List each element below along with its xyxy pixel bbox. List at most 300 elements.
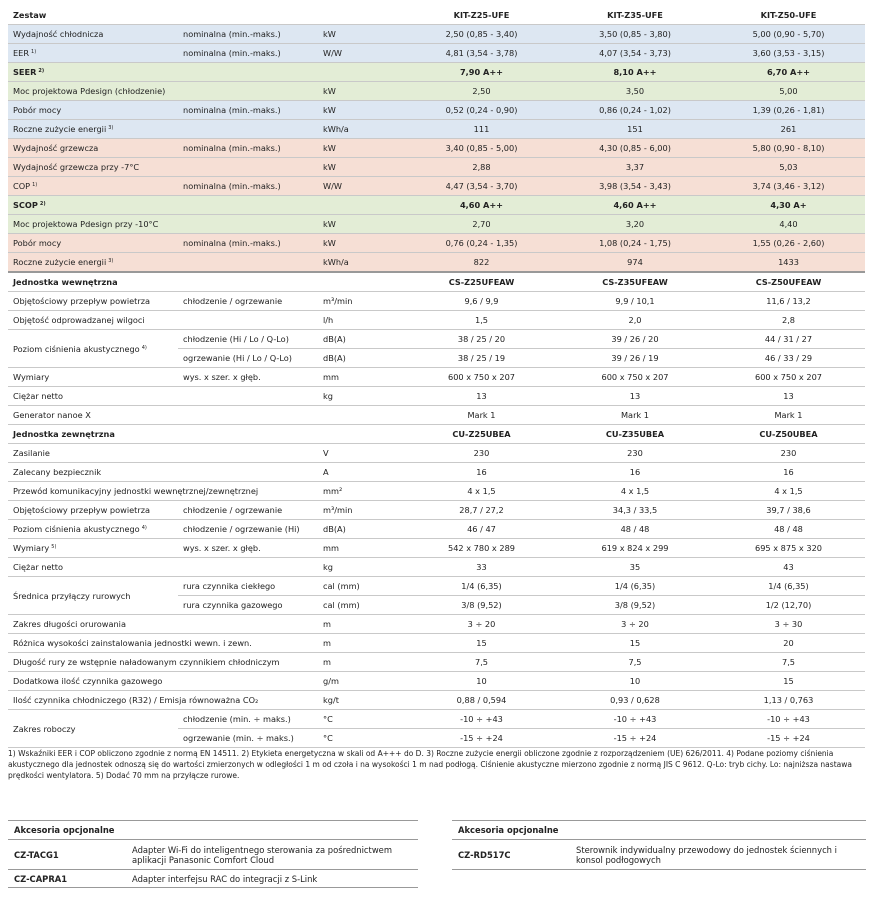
row-unit: kg (318, 387, 405, 406)
value-cell: 10 (558, 672, 712, 691)
value-cell: 13 (712, 387, 865, 406)
table-row (8, 139, 865, 158)
row-label (8, 120, 178, 139)
row-unit (318, 196, 405, 215)
value-cell: 13 (405, 387, 558, 406)
footnote-ref: 5) (51, 544, 57, 550)
value-cell: CU-Z50UBEA (712, 425, 865, 444)
row-label-text: Zalecany bezpiecznik (13, 467, 102, 477)
row-condition: nominalna (min.-maks.) (178, 101, 318, 120)
row-label (8, 139, 178, 158)
accessories-title: Akcesoria opcjonalne (452, 821, 866, 840)
value-cell: 39,7 / 38,6 (712, 501, 865, 520)
table-row (8, 234, 865, 253)
accessories-left (8, 820, 418, 888)
value-cell: 2,0 (558, 311, 712, 330)
value-cell: 4 x 1,5 (712, 482, 865, 501)
row-label (8, 539, 178, 558)
row-label-text: Zakres długości orurowania (13, 619, 126, 629)
row-label-text: SCOP (13, 200, 38, 210)
row-unit: kW (318, 101, 405, 120)
row-label-text: Średnica przyłączy rurowych (13, 590, 131, 601)
row-condition: rura czynnika gazowego (178, 596, 318, 615)
row-label (8, 558, 178, 577)
value-cell: -15 ÷ +24 (405, 729, 558, 748)
row-label (8, 615, 178, 634)
row-label-text: Objętość odprowadzanej wilgoci (13, 315, 145, 325)
row-condition (178, 425, 318, 444)
row-unit: mm (318, 368, 405, 387)
table-row (8, 272, 865, 292)
table-row (8, 330, 865, 349)
row-unit: kW (318, 139, 405, 158)
value-cell: 3 ÷ 30 (712, 615, 865, 634)
value-cell: 48 / 48 (558, 520, 712, 539)
row-unit: dB(A) (318, 520, 405, 539)
row-unit: kW (318, 215, 405, 234)
row-condition: rura czynnika ciekłego (178, 577, 318, 596)
row-condition: ogrzewanie (Hi / Lo / Q-Lo) (178, 349, 318, 368)
accessory-code: CZ-RD517C (452, 840, 570, 870)
value-cell: 0,86 (0,24 - 1,02) (558, 101, 712, 120)
footnote-ref: 2) (38, 68, 45, 74)
accessory-description: Sterownik indywidualny przewodowy do jednostek ściennych i konsol podłogowych (570, 840, 866, 870)
row-label (8, 253, 178, 273)
value-cell: 11,6 / 13,2 (712, 292, 865, 311)
table-row (8, 539, 865, 558)
value-cell: 43 (712, 558, 865, 577)
row-unit (318, 6, 405, 25)
value-cell: 619 x 824 x 299 (558, 539, 712, 558)
row-label-text: Jednostka wewnętrzna (13, 277, 118, 287)
row-label (8, 6, 178, 25)
value-cell: 16 (405, 463, 558, 482)
table-row (8, 444, 865, 463)
table-row (8, 425, 865, 444)
row-label-text: Wymiary (13, 372, 50, 382)
row-label-text: Zasilanie (13, 448, 50, 458)
value-cell: 822 (405, 253, 558, 273)
row-label-text: Dodatkowa ilość czynnika gazowego (13, 676, 163, 686)
value-cell: 15 (558, 634, 712, 653)
row-condition (178, 120, 318, 139)
value-cell: 46 / 47 (405, 520, 558, 539)
value-cell: 1/4 (6,35) (405, 577, 558, 596)
row-condition (178, 387, 318, 406)
value-cell: 1/4 (6,35) (712, 577, 865, 596)
row-unit: m (318, 615, 405, 634)
value-cell: 1,55 (0,26 - 2,60) (712, 234, 865, 253)
value-cell: 3,74 (3,46 - 3,12) (712, 177, 865, 196)
value-cell: 3 ÷ 20 (558, 615, 712, 634)
value-cell: 38 / 25 / 20 (405, 330, 558, 349)
row-label-text: Przewód komunikacyjny jednostki wewnętrznej/zewnętrznej (13, 486, 259, 496)
accessory-code: CZ-CAPRA1 (8, 870, 126, 888)
value-cell: CU-Z25UBEA (405, 425, 558, 444)
table-row (8, 615, 865, 634)
table-row (8, 672, 865, 691)
row-label-text: Ilość czynnika chłodniczego (R32) / Emisja równoważna CO₂ (13, 695, 259, 705)
table-row (8, 25, 865, 44)
row-unit: kW (318, 158, 405, 177)
row-unit: m (318, 634, 405, 653)
table-row (8, 44, 865, 63)
row-condition (178, 63, 318, 82)
value-cell: 46 / 33 / 29 (712, 349, 865, 368)
table-row (8, 368, 865, 387)
row-condition (178, 463, 318, 482)
value-cell: Mark 1 (712, 406, 865, 425)
table-row (8, 311, 865, 330)
row-unit: kg/t (318, 691, 405, 710)
value-cell: 44 / 31 / 27 (712, 330, 865, 349)
footnote-ref: 1) (32, 182, 38, 188)
value-cell: 16 (712, 463, 865, 482)
value-cell: 2,70 (405, 215, 558, 234)
value-cell: 2,88 (405, 158, 558, 177)
row-label (8, 482, 318, 501)
row-label-text: Roczne zużycie energii (13, 257, 107, 267)
row-label-text: Pobór mocy (13, 105, 62, 115)
row-condition: ogrzewanie (min. ÷ maks.) (178, 729, 318, 748)
row-label (8, 292, 178, 311)
table-row (8, 196, 865, 215)
row-unit: dB(A) (318, 349, 405, 368)
accessories-title: Akcesoria opcjonalne (8, 821, 418, 840)
value-cell: 1/4 (6,35) (558, 577, 712, 596)
row-label (8, 177, 178, 196)
row-condition: wys. x szer. x głęb. (178, 539, 318, 558)
row-label-text: Moc projektowa Pdesign (chłodzenie) (13, 86, 166, 96)
row-condition: nominalna (min.-maks.) (178, 25, 318, 44)
value-cell: 695 x 875 x 320 (712, 539, 865, 558)
row-label (8, 25, 178, 44)
value-cell: 7,5 (558, 653, 712, 672)
row-label (8, 368, 178, 387)
row-condition (178, 444, 318, 463)
value-cell: 230 (405, 444, 558, 463)
row-label-text: Zestaw (13, 10, 47, 20)
table-row (8, 577, 865, 596)
row-label-text: Objętościowy przepływ powietrza (13, 505, 151, 515)
row-condition (178, 82, 318, 101)
value-cell: 2,50 (405, 82, 558, 101)
row-label (8, 82, 178, 101)
value-cell: 0,93 / 0,628 (558, 691, 712, 710)
table-row (8, 63, 865, 82)
table-row (8, 82, 865, 101)
value-cell: 0,88 / 0,594 (405, 691, 558, 710)
value-cell: CS-Z35UFEAW (558, 272, 712, 292)
value-cell: KIT-Z25-UFE (405, 6, 558, 25)
value-cell: 15 (712, 672, 865, 691)
value-cell: 0,52 (0,24 - 0,90) (405, 101, 558, 120)
value-cell: 1433 (712, 253, 865, 273)
value-cell: 600 x 750 x 207 (405, 368, 558, 387)
value-cell: 4,60 A++ (558, 196, 712, 215)
row-unit (318, 425, 405, 444)
value-cell: 1,08 (0,24 - 1,75) (558, 234, 712, 253)
row-unit: °C (318, 729, 405, 748)
value-cell: 3 ÷ 20 (405, 615, 558, 634)
row-unit: mm² (318, 482, 405, 501)
row-label-text: SEER (13, 67, 37, 77)
value-cell: 33 (405, 558, 558, 577)
row-unit: dB(A) (318, 330, 405, 349)
row-unit: W/W (318, 44, 405, 63)
value-cell: 35 (558, 558, 712, 577)
table-row (8, 158, 865, 177)
value-cell: 7,5 (712, 653, 865, 672)
value-cell: CS-Z50UFEAW (712, 272, 865, 292)
row-label (8, 234, 178, 253)
row-unit: kWh/a (318, 253, 405, 273)
footnote-ref: 4) (141, 525, 147, 531)
footnote-ref: 3) (108, 258, 114, 264)
row-unit: mm (318, 539, 405, 558)
table-row (8, 406, 865, 425)
row-label (8, 406, 178, 425)
value-cell: 3,40 (0,85 - 5,00) (405, 139, 558, 158)
value-cell: 48 / 48 (712, 520, 865, 539)
value-cell: 5,80 (0,90 - 8,10) (712, 139, 865, 158)
value-cell: 3/8 (9,52) (405, 596, 558, 615)
value-cell: 1,13 / 0,763 (712, 691, 865, 710)
footnotes: 1) Wskaźniki EER i COP obliczono zgodnie z normą EN 14511. 2) Etykieta energetyczna w skali od A+++ do D. 3) Roczne zużycie energii obliczone zgodnie z rozporządzeniem (UE) 626/2011. 4) Podane poziomy ciśnienia akustycznego dla jednostek odnoszą się do wartości zmierzonych w odległości 1 m od czoła i na wysokości 1 m nad podłogą. Ciśnienie akustyczne mierzono zgodnie z normą JIS C 9612. Q-Lo: tryb cichy. Lo: najniższa nastawa prędkości wentylatora. 5) Dodać 70 mm na przyłącze rurowe. (8, 749, 852, 780)
value-cell: 5,03 (712, 158, 865, 177)
row-condition: nominalna (min.-maks.) (178, 234, 318, 253)
row-label (8, 272, 178, 292)
row-label (8, 634, 318, 653)
specification-table (8, 6, 865, 748)
value-cell: 4,81 (3,54 - 3,78) (405, 44, 558, 63)
value-cell: -10 ÷ +43 (405, 710, 558, 729)
table-row (8, 6, 865, 25)
value-cell: 1,5 (405, 311, 558, 330)
row-label-text: Poziom ciśnienia akustycznego (13, 343, 140, 354)
row-label-text: Długość rury ze wstępnie naładowanym czynnikiem chłodniczym (13, 657, 280, 667)
table-row (8, 710, 865, 729)
value-cell: 3,98 (3,54 - 3,43) (558, 177, 712, 196)
row-label-text: Zakres roboczy (13, 723, 76, 734)
row-condition (178, 253, 318, 273)
footnote-ref: 1) (31, 49, 37, 55)
row-label-text: Wydajność grzewcza przy -7°C (13, 162, 140, 172)
value-cell: 1/2 (12,70) (712, 596, 865, 615)
row-label (8, 44, 178, 63)
value-cell: 4,07 (3,54 - 3,73) (558, 44, 712, 63)
value-cell: 3,60 (3,53 - 3,15) (712, 44, 865, 63)
accessory-description: Adapter Wi-Fi do inteligentnego sterowania za pośrednictwem aplikacji Panasonic Comfort Cloud (126, 840, 418, 870)
row-label (8, 501, 178, 520)
row-unit: l/h (318, 311, 405, 330)
value-cell: 3,50 (0,85 - 3,80) (558, 25, 712, 44)
row-label-text: Wymiary (13, 543, 50, 553)
row-unit: cal (mm) (318, 577, 405, 596)
row-condition (178, 615, 318, 634)
row-label (8, 215, 178, 234)
value-cell: CS-Z25UFEAW (405, 272, 558, 292)
value-cell: 3,50 (558, 82, 712, 101)
value-cell: 16 (558, 463, 712, 482)
footnote-ref: 2) (39, 201, 46, 207)
row-label-text: Roczne zużycie energii (13, 124, 107, 134)
row-unit: °C (318, 710, 405, 729)
row-condition (178, 272, 318, 292)
value-cell: 7,90 A++ (405, 63, 558, 82)
value-cell: 4,40 (712, 215, 865, 234)
row-label (8, 158, 178, 177)
value-cell: 39 / 26 / 19 (558, 349, 712, 368)
row-label-text: Jednostka zewnętrzna (13, 429, 115, 439)
row-condition: chłodzenie / ogrzewanie (178, 292, 318, 311)
row-condition (178, 311, 318, 330)
row-unit: g/m (318, 672, 405, 691)
value-cell: 600 x 750 x 207 (712, 368, 865, 387)
row-condition: chłodzenie (Hi / Lo / Q-Lo) (178, 330, 318, 349)
value-cell: 0,76 (0,24 - 1,35) (405, 234, 558, 253)
row-unit: cal (mm) (318, 596, 405, 615)
value-cell: 4,47 (3,54 - 3,70) (405, 177, 558, 196)
value-cell: 9,6 / 9,9 (405, 292, 558, 311)
row-unit: m³/min (318, 501, 405, 520)
row-label (8, 311, 178, 330)
table-row (8, 292, 865, 311)
value-cell: 39 / 26 / 20 (558, 330, 712, 349)
row-label-text: EER (13, 48, 30, 58)
row-label (8, 653, 318, 672)
value-cell: 2,50 (0,85 - 3,40) (405, 25, 558, 44)
value-cell: 2,8 (712, 311, 865, 330)
row-label-text: Wydajność chłodnicza (13, 29, 104, 39)
table-row (8, 101, 865, 120)
row-label-text: Objętościowy przepływ powietrza (13, 296, 151, 306)
value-cell: 5,00 (712, 82, 865, 101)
value-cell: 5,00 (0,90 - 5,70) (712, 25, 865, 44)
accessory-code: CZ-TACG1 (8, 840, 126, 870)
value-cell: 4 x 1,5 (558, 482, 712, 501)
value-cell: -15 ÷ +24 (712, 729, 865, 748)
value-cell: 3,37 (558, 158, 712, 177)
row-label-text: Generator nanoe X (13, 410, 91, 420)
table-row (8, 653, 865, 672)
table-row (8, 501, 865, 520)
table-row (8, 215, 865, 234)
table-row (8, 253, 865, 273)
row-label (8, 196, 178, 215)
row-label-text: Różnica wysokości zainstalowania jednostki wewn. i zewn. (13, 638, 252, 648)
row-label (8, 520, 178, 539)
value-cell: -10 ÷ +43 (558, 710, 712, 729)
value-cell: 10 (405, 672, 558, 691)
value-cell: 4,60 A++ (405, 196, 558, 215)
table-row (8, 482, 865, 501)
row-condition (178, 215, 318, 234)
row-label-text: Ciężar netto (13, 391, 63, 401)
row-label-text: Poziom ciśnienia akustycznego (13, 524, 140, 534)
value-cell: 3/8 (9,52) (558, 596, 712, 615)
row-label (8, 330, 178, 368)
row-unit: V (318, 444, 405, 463)
value-cell: KIT-Z35-UFE (558, 6, 712, 25)
footnote-ref: 3) (108, 125, 114, 131)
row-label (8, 577, 178, 615)
row-label-text: COP (13, 181, 31, 191)
value-cell: 230 (712, 444, 865, 463)
value-cell: 4 x 1,5 (405, 482, 558, 501)
value-cell: 600 x 750 x 207 (558, 368, 712, 387)
row-unit: kW (318, 234, 405, 253)
value-cell: 261 (712, 120, 865, 139)
value-cell: 9,9 / 10,1 (558, 292, 712, 311)
table-row (8, 558, 865, 577)
table-row (8, 120, 865, 139)
row-condition: wys. x szer. x głęb. (178, 368, 318, 387)
row-condition: chłodzenie / ogrzewanie (178, 501, 318, 520)
row-label (8, 63, 178, 82)
row-condition: nominalna (min.-maks.) (178, 177, 318, 196)
row-label (8, 425, 178, 444)
value-cell: 3,20 (558, 215, 712, 234)
value-cell: -15 ÷ +24 (558, 729, 712, 748)
row-unit: A (318, 463, 405, 482)
row-condition: nominalna (min.-maks.) (178, 139, 318, 158)
accessories-right (452, 820, 866, 870)
table-row (8, 634, 865, 653)
value-cell: 230 (558, 444, 712, 463)
row-condition: chłodzenie / ogrzewanie (Hi) (178, 520, 318, 539)
row-condition (178, 158, 318, 177)
row-unit: W/W (318, 177, 405, 196)
row-unit: m³/min (318, 292, 405, 311)
value-cell: 20 (712, 634, 865, 653)
row-unit: kW (318, 82, 405, 101)
value-cell: Mark 1 (558, 406, 712, 425)
value-cell: 38 / 25 / 19 (405, 349, 558, 368)
row-condition (178, 196, 318, 215)
value-cell: KIT-Z50-UFE (712, 6, 865, 25)
row-condition (178, 406, 318, 425)
row-label-text: Ciężar netto (13, 562, 63, 572)
value-cell: 542 x 780 x 289 (405, 539, 558, 558)
row-label (8, 691, 318, 710)
row-label-text: Wydajność grzewcza (13, 143, 99, 153)
row-label (8, 463, 178, 482)
value-cell: 13 (558, 387, 712, 406)
value-cell: 7,5 (405, 653, 558, 672)
value-cell: 4,30 (0,85 - 6,00) (558, 139, 712, 158)
table-row (8, 520, 865, 539)
table-row (8, 177, 865, 196)
table-row (8, 463, 865, 482)
table-row (8, 691, 865, 710)
row-condition (178, 6, 318, 25)
value-cell: 151 (558, 120, 712, 139)
value-cell: CU-Z35UBEA (558, 425, 712, 444)
row-unit (318, 63, 405, 82)
row-label (8, 672, 318, 691)
value-cell: 28,7 / 27,2 (405, 501, 558, 520)
value-cell: 15 (405, 634, 558, 653)
row-unit (318, 272, 405, 292)
row-condition: nominalna (min.-maks.) (178, 44, 318, 63)
row-unit: m (318, 653, 405, 672)
value-cell: -10 ÷ +43 (712, 710, 865, 729)
row-label (8, 101, 178, 120)
row-condition: chłodzenie (min. ÷ maks.) (178, 710, 318, 729)
row-unit: kg (318, 558, 405, 577)
value-cell: 974 (558, 253, 712, 273)
